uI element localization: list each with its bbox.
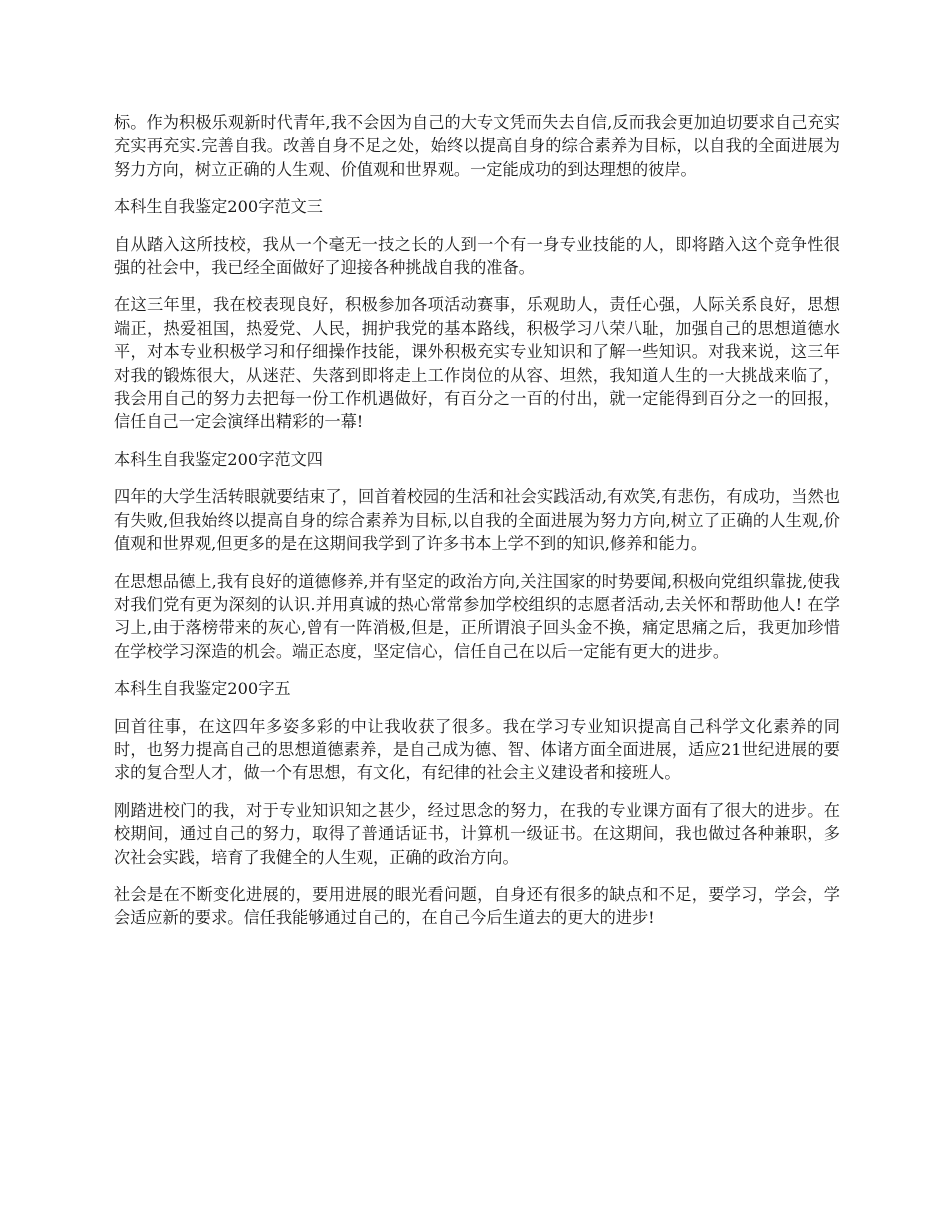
paragraph-5-3: 社会是在不断变化进展的，要用进展的眼光看问题，自身还有很多的缺点和不足，要学习，学会，学会适应新的要求。信任我能够通过自己的，在自己今后生道去的更大的进步! — [114, 884, 840, 928]
section-heading-5: 本科生自我鉴定200字五 — [114, 679, 291, 699]
paragraph-4-1: 四年的大学生活转眼就要结束了，回首着校园的生活和社会实践活动,有欢笑,有悲伤，有成功，当然也有失败,但我始终以提高自身的综合素养为目标,以自我的全面进展为努力方向,树立了正确的人生观,价值观和世界观,但更多的是在这期间我学到了许多书本上学不到的知识,修养和能力。 — [114, 487, 840, 554]
paragraph-5-1: 回首往事，在这四年多姿多彩的中让我收获了很多。我在学习专业知识提高自己科学文化素养的同时，也努力提高自己的思想道德素养，是自己成为德、智、体诸方面全面进展，适应21世纪进展的要求的复合型人才，做一个有思想，有文化，有纪律的社会主义建设者和接班人。 — [114, 716, 840, 783]
section-heading-3: 本科生自我鉴定200字范文三 — [114, 197, 323, 217]
section-heading-4: 本科生自我鉴定200字范文四 — [114, 449, 323, 469]
paragraph-4-2: 在思想品德上,我有良好的道德修养,并有坚定的政治方向,关注国家的时势要闻,积极向党组织靠拢,使我对我们党有更为深刻的认识.并用真诚的热心常常参加学校组织的志愿者活动,去关怀和帮助他人! 在学习上,由于落榜带来的灰心,曾有一阵消极,但是，正所谓浪子回头金不换，痛定思痛之后，我更加珍惜在学校学习深造的机会。端正态度，坚定信心，信任自己在以后一定能有更大的进步。 — [114, 571, 840, 661]
paragraph-3-1: 自从踏入这所技校，我从一个毫无一技之长的人到一个有一身专业技能的人，即将踏入这个竞争性很强的社会中，我已经全面做好了迎接各种挑战自我的准备。 — [114, 234, 840, 278]
paragraph-3-2: 在这三年里，我在校表现良好，积极参加各项活动赛事，乐观助人，责任心强，人际关系良好，思想端正，热爱祖国，热爱党、人民，拥护我党的基本路线，积极学习八荣八耻，加强自己的思想道德水平，对本专业积极学习和仔细操作技能，课外积极充实专业知识和了解一些知识。对我来说，这三年对我的锻炼很大，从迷茫、失落到即将走上工作岗位的从容、坦然，我知道人生的一大挑战来临了，我会用自己的努力去把每一份工作机遇做好，有百分之一百的付出，就一定能得到百分之一的回报，信任自己一定会演绎出精彩的一幕! — [114, 295, 840, 432]
document-body — [114, 111, 840, 944]
paragraph-5-2: 刚踏进校门的我，对于专业知识知之甚少，经过思念的努力，在我的专业课方面有了很大的进步。在校期间，通过自己的努力，取得了普通话证书，计算机一级证书。在这期间，我也做过各种兼职，多次社会实践，培育了我健全的人生观，正确的政治方向。 — [114, 800, 840, 867]
paragraph-intro-closing: 标。作为积极乐观新时代青年,我不会因为自己的大专文凭而失去自信,反而我会更加迫切要求自己充实充实再充实.完善自我。改善自身不足之处，始终以提高自身的综合素养为目标，以自我的全面进展为努力方向，树立正确的人生观、价值观和世界观。一定能成功的到达理想的彼岸。 — [114, 113, 840, 179]
